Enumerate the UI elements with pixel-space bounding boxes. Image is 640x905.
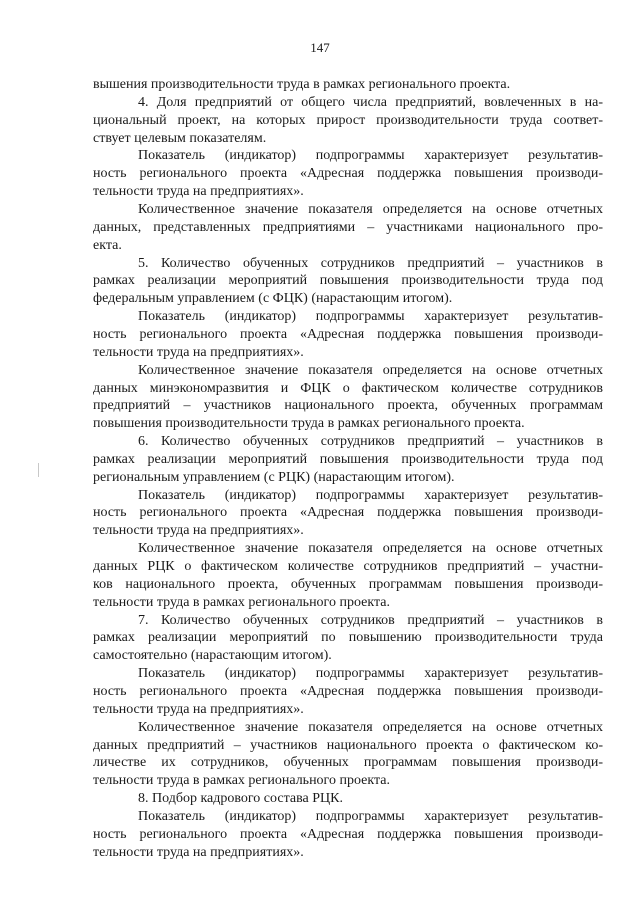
text-line: рамках реализации мероприятий повышения производительности труда под <box>93 451 603 467</box>
text-line: тельности труда в рамках регионального проекта. <box>93 773 390 789</box>
text-line: тельности труда на предприятиях». <box>93 184 304 200</box>
text-line: циональный проект, на которых прирост производительности труда соответ- <box>93 112 603 128</box>
text-line: Показатель (индикатор) подпрограммы характеризует результатив- <box>138 808 603 824</box>
text-line: тельности труда на предприятиях». <box>93 523 304 539</box>
text-line: данных РЦК о фактическом количестве сотрудников предприятий – участни- <box>93 559 603 574</box>
text-line: Количественное значение показателя определяется на основе отчетных <box>138 541 603 557</box>
text-line: самостоятельно (нарастающим итогом). <box>93 648 332 664</box>
text-line: тельности труда на предприятиях». <box>93 844 304 860</box>
text-line: Показатель (индикатор) подпрограммы характеризует результатив- <box>138 148 603 164</box>
text-line: Показатель (индикатор) подпрограммы характеризует результатив- <box>138 666 603 682</box>
text-line: личестве их сотрудников, обученных программам повышения производи- <box>93 755 603 771</box>
text-line: ность регионального проекта «Адресная поддержка повышения производи- <box>93 505 603 521</box>
text-line: рамках реализации мероприятий по повышению производительности труда <box>93 630 603 646</box>
text-line: рамках реализации мероприятий повышения производительности труда под <box>93 273 603 289</box>
text-line: тельности труда на предприятиях». <box>93 344 304 360</box>
text-line: ность регионального проекта «Адресная поддержка повышения производи- <box>93 166 603 182</box>
text-line: 7. Количество обученных сотрудников предприятий – участников в <box>138 612 603 628</box>
text-line: ность регионального проекта «Адресная поддержка повышения производи- <box>93 683 603 699</box>
text-line: Количественное значение показателя определяется на основе отчетных <box>138 362 603 378</box>
text-line: Количественное значение показателя определяется на основе отчетных <box>138 719 603 735</box>
text-line: екта. <box>93 237 122 253</box>
text-line: 6. Количество обученных сотрудников предприятий – участников в <box>138 434 603 449</box>
text-line: данных предприятий – участников национального проекта о фактическом ко- <box>93 737 603 753</box>
text-line: 8. Подбор кадрового состава РЦК. <box>138 791 343 806</box>
margin-mark <box>38 463 39 477</box>
text-line: данных минэкономразвития и ФЦК о фактическом количестве сотрудников <box>93 380 603 396</box>
text-line: повышения производительности труда в рамках регионального проекта. <box>93 416 525 432</box>
text-line: предприятий – участников национального проекта, обученных программам <box>93 398 603 414</box>
text-line: 5. Количество обученных сотрудников предприятий – участников в <box>138 255 603 271</box>
text-line: тельности труда в рамках регионального проекта. <box>93 594 390 610</box>
text-line: ность регионального проекта «Адресная поддержка повышения производи- <box>93 826 603 842</box>
text-line: ствует целевым показателям. <box>93 130 267 146</box>
text-line: ков национального проекта, обученных программам повышения производи- <box>93 576 603 592</box>
text-line: тельности труда на предприятиях». <box>93 701 304 717</box>
text-line: ность регионального проекта «Адресная поддержка повышения производи- <box>93 326 603 342</box>
page-number: 147 <box>310 40 330 55</box>
text-line: 4. Доля предприятий от общего числа предприятий, вовлеченных в на- <box>138 94 603 110</box>
text-line: Показатель (индикатор) подпрограммы характеризует результатив- <box>138 309 603 325</box>
text-line: вышения производительности труда в рамках регионального проекта. <box>93 77 511 92</box>
text-line: Показатель (индикатор) подпрограммы характеризует результатив- <box>138 487 603 503</box>
text-line: федеральным управлением (с ФЦК) (нарастающим итогом). <box>93 291 453 307</box>
text-line: региональным управлением (с РЦК) (нарастающим итогом). <box>93 469 455 485</box>
text-line: Количественное значение показателя определяется на основе отчетных <box>138 202 603 217</box>
text-line: данных, представленных предприятиями – участниками национального про- <box>93 219 603 235</box>
